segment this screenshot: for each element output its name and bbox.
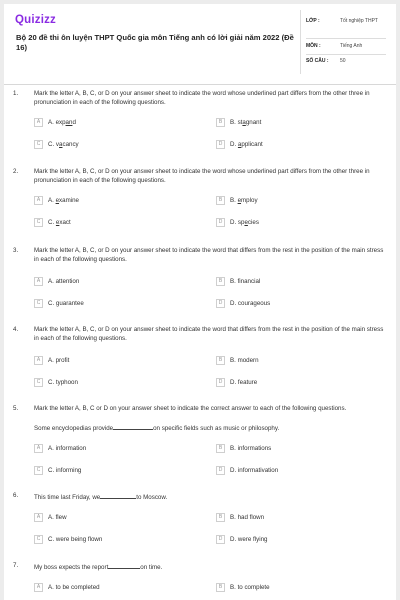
option-text: B. employ: [230, 197, 258, 204]
meta-divider: [306, 54, 386, 55]
question-number: 1.: [13, 90, 19, 97]
option-letter-box[interactable]: A: [34, 118, 43, 127]
option-letter-box[interactable]: B: [216, 277, 225, 286]
worksheet-title: Bộ 20 đề thi ôn luyện THPT Quốc gia môn Tiếng anh có lời giải năm 2022 (Đề 16): [16, 33, 294, 52]
subject-label: MÔN :: [306, 43, 321, 49]
option-text: A. expand: [48, 119, 76, 126]
option-text: B. stagnant: [230, 119, 262, 126]
option-letter-box[interactable]: A: [34, 356, 43, 365]
option-letter-box[interactable]: C: [34, 218, 43, 227]
question-number: 7.: [13, 562, 19, 569]
option-letter-box[interactable]: A: [34, 196, 43, 205]
option-letter-box[interactable]: B: [216, 513, 225, 522]
option-letter-box[interactable]: B: [216, 196, 225, 205]
option-text: D. applicant: [230, 141, 263, 148]
question-sentence: This time last Friday, we to Moscow.: [34, 494, 168, 501]
answer-blank: [113, 423, 153, 430]
worksheet-page: [4, 4, 396, 600]
option-text: A. examine: [48, 197, 79, 204]
option-text: B. informations: [230, 445, 272, 452]
header-divider: [300, 10, 301, 74]
option-letter-box[interactable]: A: [34, 444, 43, 453]
header-separator: [4, 84, 396, 85]
option-text: D. informativation: [230, 467, 279, 474]
option-text: D. were flying: [230, 536, 268, 543]
option-text: B. to complete: [230, 584, 270, 591]
option-letter-box[interactable]: D: [216, 378, 225, 387]
question-text: Mark the letter A, B, C, or D on your answer sheet to indicate the word whose underlined part differs from the other three in pronunciation in each of the following questions.: [34, 90, 370, 106]
option-letter-box[interactable]: B: [216, 583, 225, 592]
question-number: 2.: [13, 168, 19, 175]
question-sentence: My boss expects the report on time.: [34, 564, 163, 571]
subject-value: Tiếng Anh: [340, 43, 363, 49]
option-text: A. to be completed: [48, 584, 100, 591]
option-text: C. exact: [48, 219, 71, 226]
option-letter-box[interactable]: B: [216, 356, 225, 365]
class-value: Tốt nghiệp THPT: [340, 18, 378, 24]
option-letter-box[interactable]: B: [216, 444, 225, 453]
option-text: D. courageous: [230, 300, 271, 307]
option-text: C. guarantee: [48, 300, 84, 307]
option-letter-box[interactable]: A: [34, 277, 43, 286]
question-text: Mark the letter A, B, C or D on your answer sheet to indicate the correct answer to each of the following questions.: [34, 405, 347, 412]
option-letter-box[interactable]: B: [216, 118, 225, 127]
option-letter-box[interactable]: C: [34, 535, 43, 544]
option-text: B. financial: [230, 278, 261, 285]
option-text: A. attention: [48, 278, 80, 285]
option-letter-box[interactable]: A: [34, 583, 43, 592]
option-letter-box[interactable]: C: [34, 299, 43, 308]
class-label: LỚP :: [306, 18, 320, 24]
quizizz-logo: Quizizz: [15, 14, 57, 26]
option-letter-box[interactable]: A: [34, 513, 43, 522]
option-text: C. typhoon: [48, 379, 78, 386]
meta-divider: [306, 38, 386, 39]
question-sentence: Some encyclopedias provide on specific fields such as music or philosophy.: [34, 425, 280, 432]
option-text: A. flew: [48, 514, 67, 521]
option-text: B. modern: [230, 357, 259, 364]
count-value: 50: [340, 58, 346, 64]
option-text: A. information: [48, 445, 87, 452]
option-letter-box[interactable]: D: [216, 140, 225, 149]
question-text: Mark the letter A, B, C, or D on your answer sheet to indicate the word that differs from the rest in the position of the main stress in each of the following questions.: [34, 247, 384, 263]
option-letter-box[interactable]: D: [216, 299, 225, 308]
answer-blank: [100, 492, 136, 499]
worksheet-header: [4, 4, 396, 84]
option-text: B. had flown: [230, 514, 265, 521]
question-number: 4.: [13, 326, 19, 333]
option-letter-box[interactable]: C: [34, 140, 43, 149]
worksheet-meta: [306, 4, 396, 74]
answer-blank: [108, 562, 140, 569]
option-letter-box[interactable]: D: [216, 466, 225, 475]
option-letter-box[interactable]: C: [34, 378, 43, 387]
question-number: 3.: [13, 247, 19, 254]
option-letter-box[interactable]: C: [34, 466, 43, 475]
question-text: Mark the letter A, B, C, or D on your answer sheet to indicate the word that differs from the rest in the position of the main stress in each of the following questions.: [34, 326, 384, 342]
count-label: SỐ CÂU :: [306, 58, 329, 64]
option-text: C. vacancy: [48, 141, 79, 148]
question-number: 5.: [13, 405, 19, 412]
option-text: D. feature: [230, 379, 258, 386]
option-text: C. informing: [48, 467, 82, 474]
option-text: D. species: [230, 219, 259, 226]
question-text: Mark the letter A, B, C, or D on your answer sheet to indicate the word whose underlined part differs from the other three in pronunciation in each of the following questions.: [34, 168, 370, 184]
option-letter-box[interactable]: D: [216, 218, 225, 227]
option-text: A. profit: [48, 357, 70, 364]
option-text: C. were being flown: [48, 536, 103, 543]
option-letter-box[interactable]: D: [216, 535, 225, 544]
question-number: 6.: [13, 492, 19, 499]
